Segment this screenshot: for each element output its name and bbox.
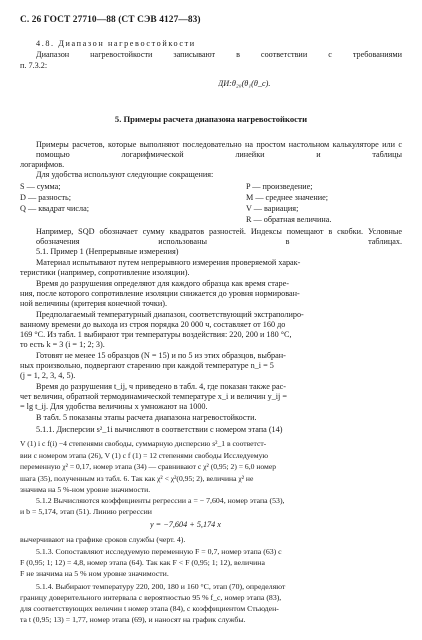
- tail-line: 5.1.3. Сопоставляют исследуемую переменную F = 0,7, номер этапа (63) с: [36, 547, 282, 556]
- body-line: то есть k = 3 (i = 1; 2; 3).: [20, 340, 105, 349]
- body-line: 5.1.1. Дисперсии s²_1i вычисляют в соответствии с номером этапа (14): [36, 425, 283, 434]
- abbreviations-intro: Для удобства используют следующие сокращения:: [36, 170, 214, 179]
- body-line: V (1) i с f(i) −4 степенями свободы, суммарную дисперсию s²_1 в соответст-: [20, 439, 267, 448]
- body-line: ных произвольно, подвергают старению при каждой температуре n_i = 5: [20, 361, 274, 370]
- range-formula: ДИ:θ₂₀(θ₁(θ_c).: [218, 79, 271, 88]
- abbr-product: P — произведение;: [246, 182, 313, 191]
- body-line: и b = 5,174, этап (51). Линию регрессии: [20, 507, 152, 516]
- body-line: Предполагаемый температурный диапазон, соответствующий экстраполиро-: [36, 310, 304, 319]
- example-1-heading: 5.1. Пример 1 (Непрерывные измерения): [36, 247, 179, 256]
- body-line: ной величины (критерия конечной точки).: [20, 299, 168, 308]
- body-line: значима на 5 %-ном уровне значимости.: [20, 485, 151, 494]
- body-line: 169 °С. Из табл. 1 выбирают три температуры воздействия: 220, 200 и 180 °С,: [20, 330, 292, 339]
- body-line: Готовят не менее 15 образцов (N = 15) и по 5 из этих образцов, выбран-: [36, 351, 286, 360]
- abbr-square: Q — квадрат числа;: [20, 204, 89, 213]
- body-line: ванному времени до выхода из строя порядка 20 000 ч, составляет от 160 до: [20, 320, 286, 329]
- clause-4-8-ref: п. 7.3.2:: [20, 61, 48, 70]
- clause-4-8-title: 4.8. Диапазон нагревостойкости: [36, 39, 196, 48]
- tail-line: границу доверительного интервала с вероятностью 95 % f_c, номер этапа (83),: [20, 593, 282, 602]
- body-line: ния, после которого сопротивление изоляции снижается до уровня нормирован-: [20, 289, 300, 298]
- body-line: (j = 1, 2, 3, 4, 5).: [20, 371, 76, 380]
- body-line: теристики (например, сопротивление изоляции).: [20, 268, 190, 277]
- abbr-mean: M — среднее значение;: [246, 193, 329, 202]
- tail-line: F (0,95; 1; 12) = 4,8, номер этапа (64). Так как F < F (0,95; 1; 12), величина: [20, 558, 265, 567]
- tail-line: та t (0,95; 13) = 1,77, номер этапа (69), и наносят на график службы.: [20, 615, 246, 624]
- body-line: = lg t_ij. Для удобства величины x умножают на 1000.: [20, 402, 208, 411]
- body-line: 5.1.2 Вычисляются коэффициенты регрессии a = − 7,604, номер этапа (53),: [36, 496, 285, 505]
- body-line: Время до разрушения определяют для каждого образца как время старе-: [36, 279, 289, 288]
- intro-continued: логарифмов.: [20, 160, 65, 169]
- tail-line: F не значима на 5 % ном уровне значимости.: [20, 569, 169, 578]
- abbr-difference: D — разность;: [20, 193, 72, 202]
- abbr-reciprocal: R — обратная величина.: [246, 215, 332, 224]
- tail-line: вычерчивают на графике сроков службы (черт. 4).: [20, 535, 186, 544]
- abbr-sum: S — сумма;: [20, 182, 61, 191]
- body-line: переменную χ² = 0,17, номер этапа (34) — сравнивают с χ² (0,95; 2) = 6,0 номер: [20, 462, 277, 471]
- tail-line: для соответствующих величин t номер этапа (84), с коэффициентом Стьюден-: [20, 604, 279, 613]
- body-line: В табл. 5 показаны этапы расчета диапазона нагревостойкости.: [36, 413, 257, 422]
- section-5-title: 5. Примеры расчета диапазона нагревостойкости: [114, 114, 308, 124]
- abbr-variation: V — вариация;: [246, 204, 299, 213]
- regression-formula: y = −7,604 + 5,174 x: [150, 520, 221, 529]
- example-note: Например, SQD обозначает сумму квадратов разностей. Индексы помещают в скобки. Условные обозначения использованы в таблицах.: [36, 227, 402, 246]
- body-line: вии с номером этапа (26), V (1) с f (1) = 12 степенями свободы Исследуемую: [20, 451, 269, 460]
- body-line: шага (35), полученным из табл. 6. Так как χ² < χ²(0,95; 2), величина χ² не: [20, 474, 254, 483]
- page-header: С. 26 ГОСТ 27710—88 (СТ СЭВ 4127—83): [20, 15, 201, 25]
- body-line: Время до разрушения t_ij, ч приведено в табл. 4, где показан также рас-: [36, 382, 286, 391]
- clause-4-8-text: Диапазон нагревостойкости записывают в соответствии с требованиями: [36, 50, 402, 59]
- tail-line: 5.1.4. Выбирают температуру 220, 200, 180 и 160 °С, этап (70), определяют: [36, 582, 286, 591]
- body-line: чет величин, обратной термодинамической температуре x_i и величин y_ij =: [20, 392, 287, 401]
- intro-paragraph: Примеры расчетов, которые выполняют последовательно на простом настольном калькуляторе или с помощью логарифмической линейки и таблицы: [36, 140, 402, 159]
- body-line: Материал испытывают путем непрерывного измерения проверяемой харак-: [36, 258, 301, 267]
